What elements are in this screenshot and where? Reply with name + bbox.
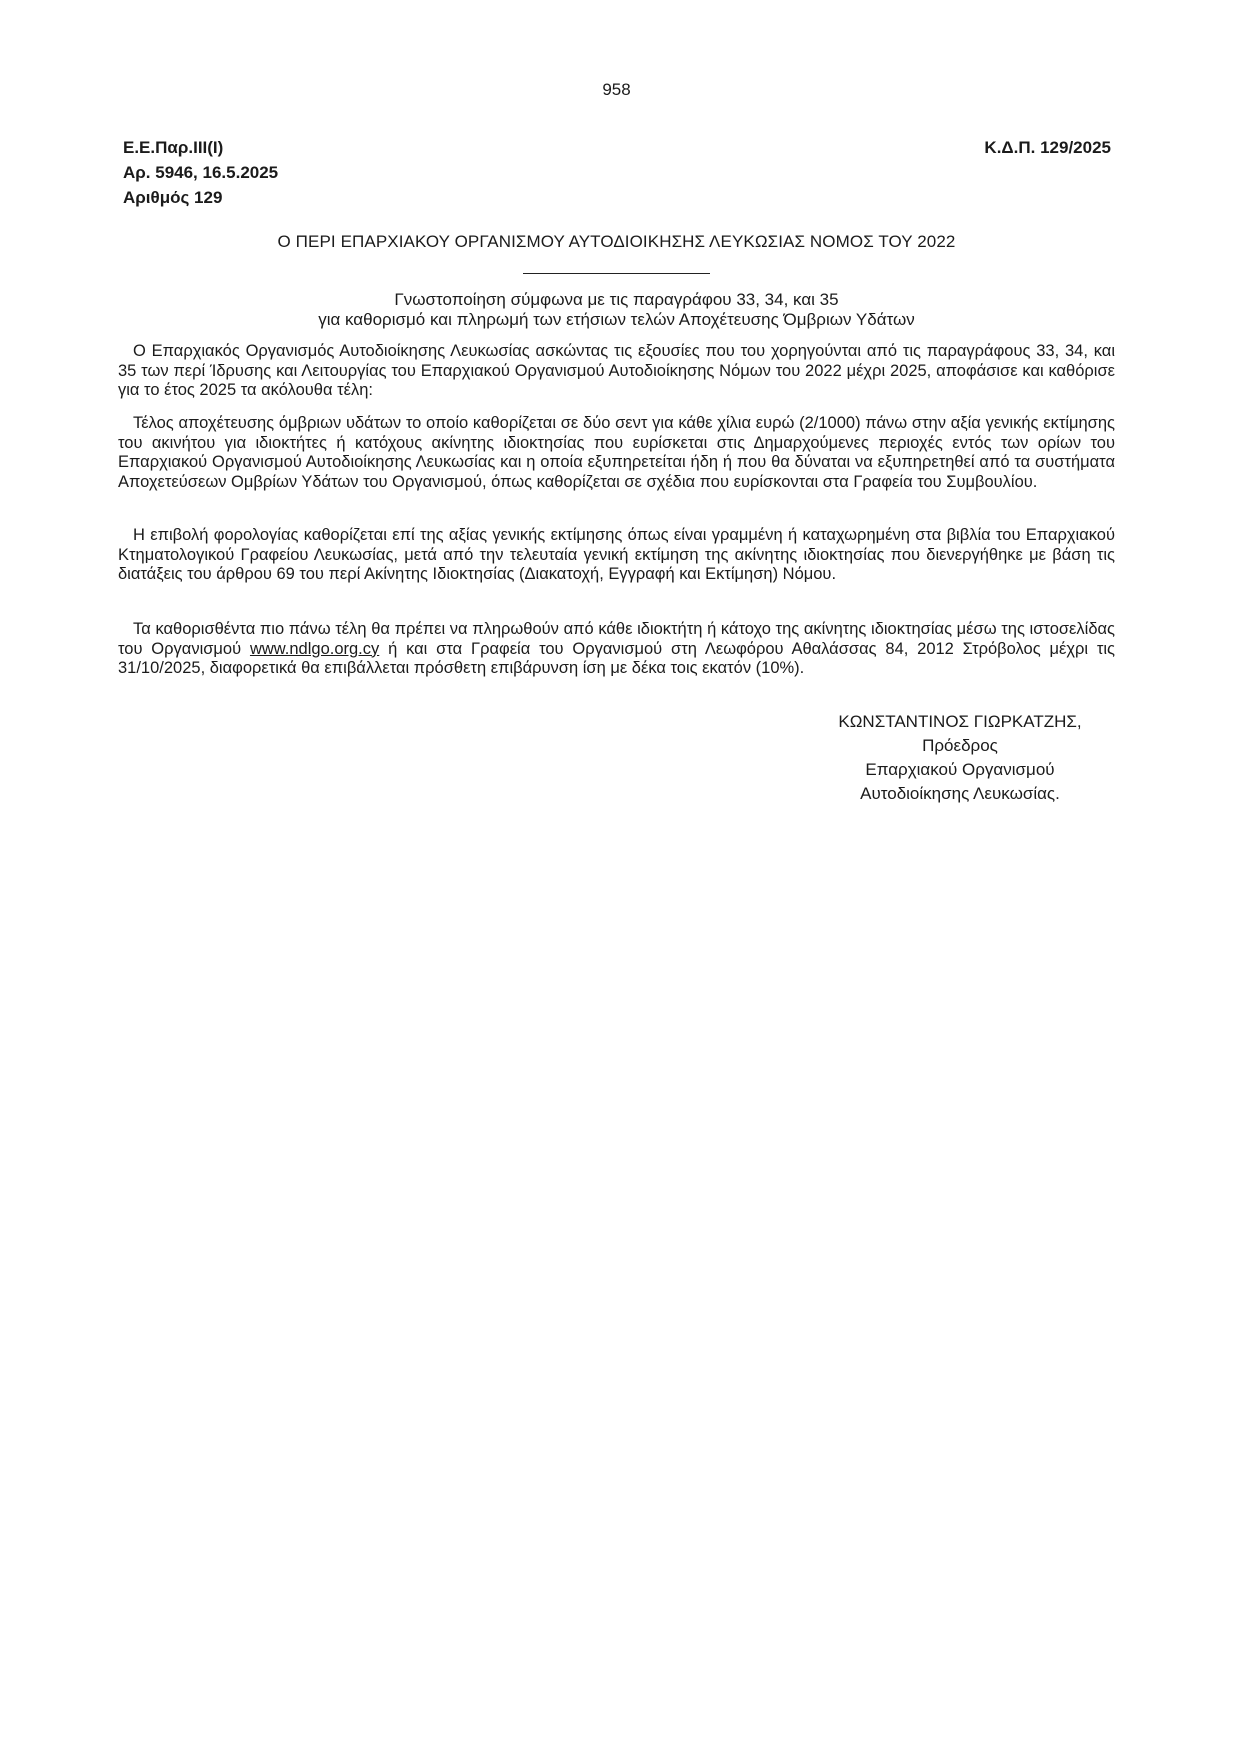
payment-text-end: ή και στα Γραφεία του Οργανισμού στη Λεωφόρου Αθαλάσσας 84, 2012 Στρόβολος μέχρι τις 31/10/2025, διαφορετικά θα επιβάλλεται πρόσθετη επιβάρυνση ίση με δέκα τοις εκατόν (10%). <box>118 639 1115 677</box>
notice-subtitle <box>0 290 1233 330</box>
signatory-org-line-2: Αυτοδιοίκησης Λευκωσίας. <box>860 784 1060 803</box>
notice-number: Αριθμός 129 <box>123 188 223 207</box>
signatory-role: Πρόεδρος <box>922 736 998 755</box>
kdp-reference: Κ.Δ.Π. 129/2025 <box>984 138 1111 157</box>
payment-text-start: Τα καθορισθέντα πιο πάνω τέλη θα πρέπει να πληρωθούν από κάθε ιδιοκτήτη ή κάτοχο της ακίνητης ιδιοκτησίας μέσω της ιστοσελίδας του Οργανισμού <box>118 620 1115 658</box>
website-link[interactable]: www.ndlgo.org.cy <box>249 639 380 658</box>
subtitle-line-1: Γνωστοποίηση σύμφωνα με τις παραγράφου 33, 34, και 35 <box>394 290 839 309</box>
signatory-org-line-1: Επαρχιακού Οργανισμού <box>865 760 1055 779</box>
law-title: Ο ΠΕΡΙ ΕΠΑΡΧΙΑΚΟΥ ΟΡΓΑΝΙΣΜΟΥ ΑΥΤΟΔΙΟΙΚΗΣΗΣ ΛΕΥΚΩΣΙΑΣ ΝΟΜΟΣ ΤΟΥ 2022 <box>277 232 956 251</box>
paragraph-valuation: Η επιβολή φορολογίας καθορίζεται επί της αξίας γενικής εκτίμησης όπως είναι γραμμένη ή καταχωρημένη στα βιβλία του Επαρχιακού Κτηματολογικού Γραφείου Λευκωσίας, μετά από την τελευταία γενική εκτίμηση της ακίνητης ιδιοκτησίας που διενεργήθηκε με βάση τις διατάξεις του άρθρου 69 του περί Ακίνητης Ιδιοκτησίας (Διακατοχή, Εγγραφή και Εκτίμηση) Νόμου. <box>118 526 1115 583</box>
page-number: 958 <box>602 80 631 99</box>
signatory-name: ΚΩΝΣΤΑΝΤΙΝΟΣ ΓΙΩΡΚΑΤΖΗΣ, <box>838 712 1082 731</box>
paragraph-intro: Ο Επαρχιακός Οργανισμός Αυτοδιοίκησης Λευκωσίας ασκώντας τις εξουσίες που του χορηγούνται από τις παραγράφους 33, 34, και 35 των περί Ίδρυσης και Λειτουργίας του Επαρχιακού Οργανισμού Αυτοδιοίκησης Νόμων του 2022 μέχρι 2025, αποφάσισε και καθόρισε για το έτος 2025 τα ακόλουθα τέλη: <box>118 342 1115 399</box>
paragraph-payment <box>118 620 1115 679</box>
gazette-reference <box>123 135 278 210</box>
title-divider <box>523 273 710 274</box>
gazette-part: Ε.Ε.Παρ.ΙΙΙ(Ι) <box>123 138 224 157</box>
paragraph-fee: Τέλος αποχέτευσης όμβριων υδάτων το οποίο καθορίζεται σε δύο σεντ για κάθε χίλια ευρώ (2/1000) πάνω στην αξία γενικής εκτίμησης του ακινήτου για ιδιοκτήτες ή κατόχους ακίνητης ιδιοκτησίας που ευρίσκεται στις Δημαρχούμενες περιοχές εντός των ορίων του Επαρχιακού Οργανισμού Αυτοδιοίκησης Λευκωσίας και η οποία εξυπηρετείται ήδη ή που θα δύναται να εξυπηρετηθεί από τα συστήματα Αποχετεύσεων Ομβρίων Υδάτων του Οργανισμού, όπως καθορίζεται σε σχέδια που ευρίσκονται στα Γραφεία του Συμβουλίου. <box>118 414 1115 491</box>
signature-block <box>820 710 1100 806</box>
gazette-issue: Αρ. 5946, 16.5.2025 <box>123 163 279 182</box>
subtitle-line-2: για καθορισμό και πληρωμή των ετήσιων τελών Αποχέτευσης Όμβριων Υδάτων <box>318 310 915 329</box>
